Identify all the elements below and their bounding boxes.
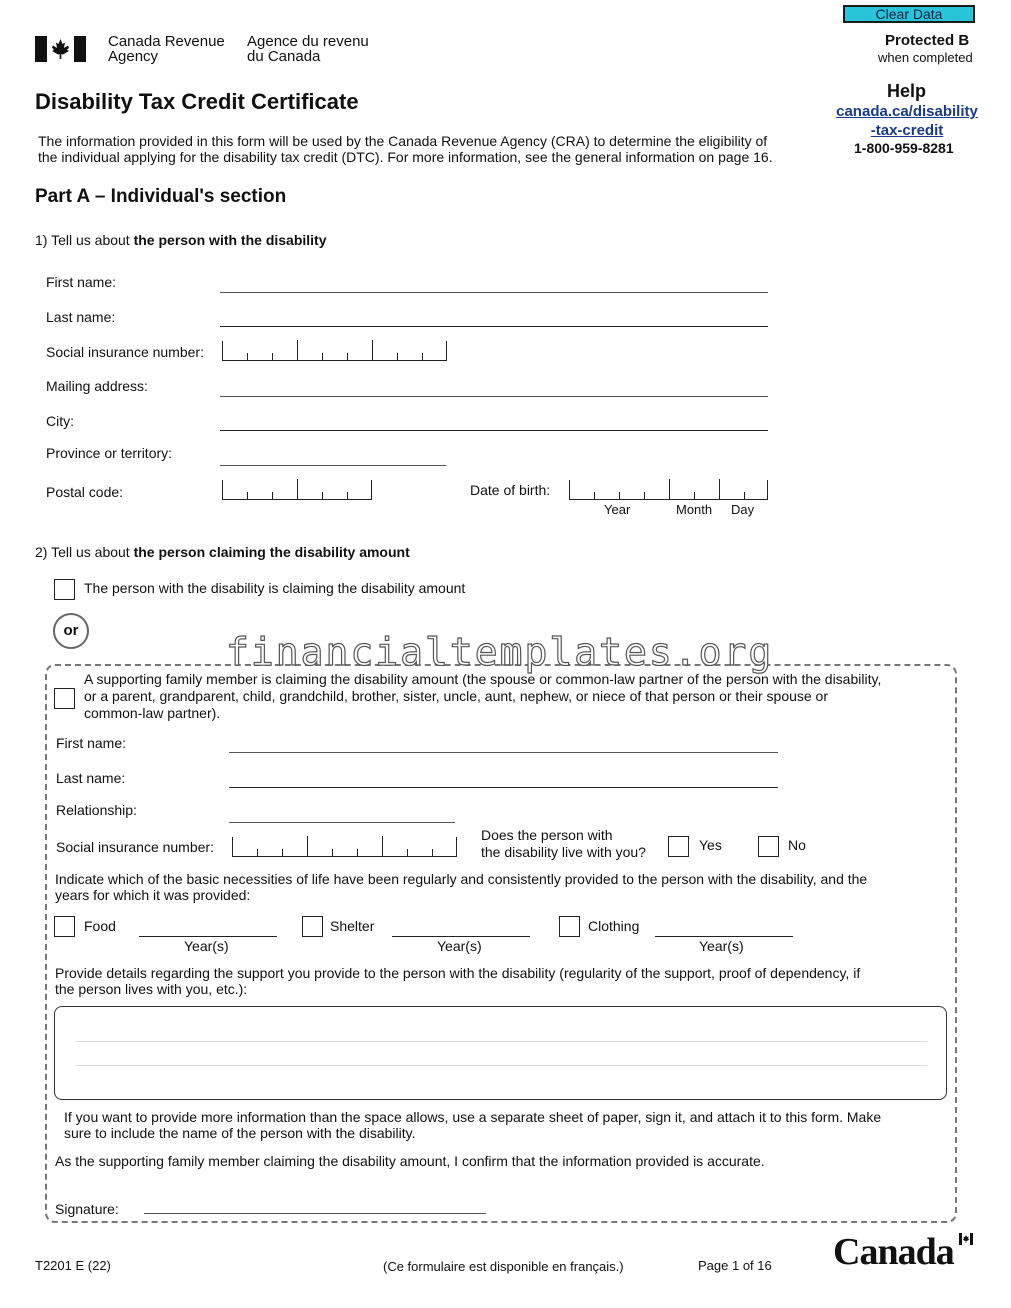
when-completed-label: when completed: [878, 50, 973, 65]
mailing-address-field[interactable]: [220, 396, 768, 397]
agency-name-fr: [247, 34, 369, 64]
last-name-label: Last name:: [46, 309, 116, 325]
city-field[interactable]: [220, 430, 768, 431]
supporting-desc-line3: common-law partner).: [84, 705, 221, 721]
dob-month-label: Month: [676, 502, 713, 517]
agency-fr-line1: Agence du revenu: [247, 33, 369, 50]
postal-code-field[interactable]: [222, 480, 372, 500]
live-with-no-checkbox[interactable]: [758, 836, 779, 857]
q2-prefix: 2) Tell us about: [35, 544, 134, 560]
dob-field[interactable]: [569, 480, 768, 500]
q1-prefix: 1) Tell us about: [35, 232, 134, 248]
supporter-last-name-label: Last name:: [56, 770, 126, 786]
relationship-label: Relationship:: [56, 802, 137, 818]
province-label: Province or territory:: [46, 445, 173, 461]
canada-wordmark-text: Canada: [833, 1231, 954, 1273]
page-title: Disability Tax Credit Certificate: [35, 89, 359, 114]
food-label: Food: [84, 918, 116, 934]
details-prompt: [55, 965, 860, 997]
page-number: Page 1 of 16: [698, 1258, 772, 1273]
help-link[interactable]: canada.ca/disability: [836, 103, 978, 120]
or-badge: or: [53, 613, 89, 649]
agency-en-line2: Agency: [108, 48, 159, 65]
necessities-line2: years for which it was provided:: [55, 887, 251, 903]
help-title: Help: [887, 81, 927, 101]
more-info-line2: sure to include the name of the person with the disability.: [64, 1125, 416, 1141]
shelter-checkbox[interactable]: [302, 916, 323, 937]
food-years-label: Year(s): [184, 938, 229, 954]
necessities-text: [55, 871, 867, 903]
help-phone: 1-800-959-8281: [854, 140, 954, 156]
dob-label: Date of birth:: [470, 482, 551, 498]
first-name-label: First name:: [46, 274, 117, 290]
shelter-years-label: Year(s): [437, 938, 482, 954]
confirm-statement: As the supporting family member claiming the disability amount, I confirm that the information provided is accurate.: [55, 1153, 765, 1169]
question-2: [35, 544, 410, 560]
supporting-desc-line1: A supporting family member is claiming the disability amount (the spouse or common-law partner of the person with the disability,: [84, 671, 882, 687]
details-guide-line-1: [75, 1041, 927, 1042]
intro-text: [38, 133, 773, 165]
self-claim-label: The person with the disability is claiming the disability amount: [84, 580, 466, 596]
live-with-line2: the disability live with you?: [481, 844, 646, 860]
q2-bold: the person claiming the disability amount: [133, 544, 410, 560]
relationship-field[interactable]: [229, 822, 455, 823]
intro-line2: the individual applying for the disability tax credit (DTC). For more information, see the general information on page 16.: [38, 149, 773, 165]
city-label: City:: [46, 413, 74, 429]
supporter-last-name-field[interactable]: [229, 787, 778, 788]
sin-field[interactable]: [222, 341, 447, 361]
clear-data-button[interactable]: Clear Data: [843, 5, 975, 23]
agency-name-en: [108, 34, 225, 64]
support-details-textarea[interactable]: [54, 1006, 947, 1100]
details-guide-line-2: [75, 1065, 927, 1066]
details-line2: the person lives with you, etc.):: [55, 981, 248, 997]
live-with-no-label: No: [788, 837, 806, 853]
food-checkbox[interactable]: [54, 916, 75, 937]
supporting-desc-line2: or a parent, grandparent, child, grandchild, brother, sister, uncle, aunt, nephew, or niece of that person or their spouse or: [84, 688, 829, 704]
signature-label: Signature:: [55, 1201, 119, 1217]
watermark: financialtemplates.org: [226, 630, 774, 674]
first-name-field[interactable]: [220, 292, 768, 293]
more-info-line1: If you want to provide more information than the space allows, use a separate sheet of paper, sign it, and attach it to this form. Make: [64, 1109, 882, 1125]
help-link-cont[interactable]: -tax-credit: [870, 122, 944, 139]
protected-label: Protected B: [885, 32, 970, 49]
signature-field[interactable]: [144, 1213, 486, 1214]
agency-fr-line2: du Canada: [247, 48, 321, 65]
shelter-years-field[interactable]: [392, 936, 530, 937]
sin-label: Social insurance number:: [46, 344, 204, 360]
wordmark-flag-icon: [959, 1233, 973, 1245]
more-info-text: [64, 1109, 881, 1141]
clothing-checkbox[interactable]: [559, 916, 580, 937]
french-availability: (Ce formulaire est disponible en français.): [383, 1259, 624, 1274]
self-claim-checkbox[interactable]: [54, 579, 75, 600]
shelter-label: Shelter: [330, 918, 375, 934]
dob-day-label: Day: [731, 502, 755, 517]
supporter-sin-label: Social insurance number:: [56, 839, 214, 855]
supporter-first-name-field[interactable]: [229, 752, 778, 753]
help-link-block: [836, 102, 978, 140]
clothing-years-label: Year(s): [699, 938, 744, 954]
details-line1: Provide details regarding the support you provide to the person with the disability (regularity of the support, proof of dependency, if: [55, 965, 861, 981]
supporter-first-name-label: First name:: [56, 735, 127, 751]
form-code: T2201 E (22): [35, 1258, 111, 1273]
food-years-field[interactable]: [139, 936, 277, 937]
province-field[interactable]: [220, 465, 446, 466]
supporting-claim-checkbox[interactable]: [54, 688, 75, 709]
canada-flag-icon: [35, 36, 86, 62]
clothing-years-field[interactable]: [655, 936, 793, 937]
live-with-yes-checkbox[interactable]: [668, 836, 689, 857]
canada-wordmark-logo: [833, 1230, 954, 1274]
agency-en-line1: Canada Revenue: [108, 33, 225, 50]
live-with-question: [481, 827, 646, 861]
supporter-sin-field[interactable]: [232, 837, 457, 857]
necessities-line1: Indicate which of the basic necessities of life have been regularly and consistently provided to the person with the disability, and the: [55, 871, 868, 887]
mailing-address-label: Mailing address:: [46, 378, 148, 394]
live-with-line1: Does the person with: [481, 827, 613, 843]
postal-code-label: Postal code:: [46, 484, 124, 500]
dob-year-label: Year: [604, 502, 631, 517]
question-1: [35, 232, 327, 248]
q1-bold: the person with the disability: [133, 232, 327, 248]
clothing-label: Clothing: [588, 918, 640, 934]
part-a-heading: Part A – Individual's section: [35, 186, 287, 207]
supporting-desc: [84, 671, 881, 722]
live-with-yes-label: Yes: [699, 837, 722, 853]
intro-line1: The information provided in this form will be used by the Canada Revenue Agency (CRA) to determine the eligibility of: [38, 133, 768, 149]
last-name-field[interactable]: [220, 326, 768, 327]
